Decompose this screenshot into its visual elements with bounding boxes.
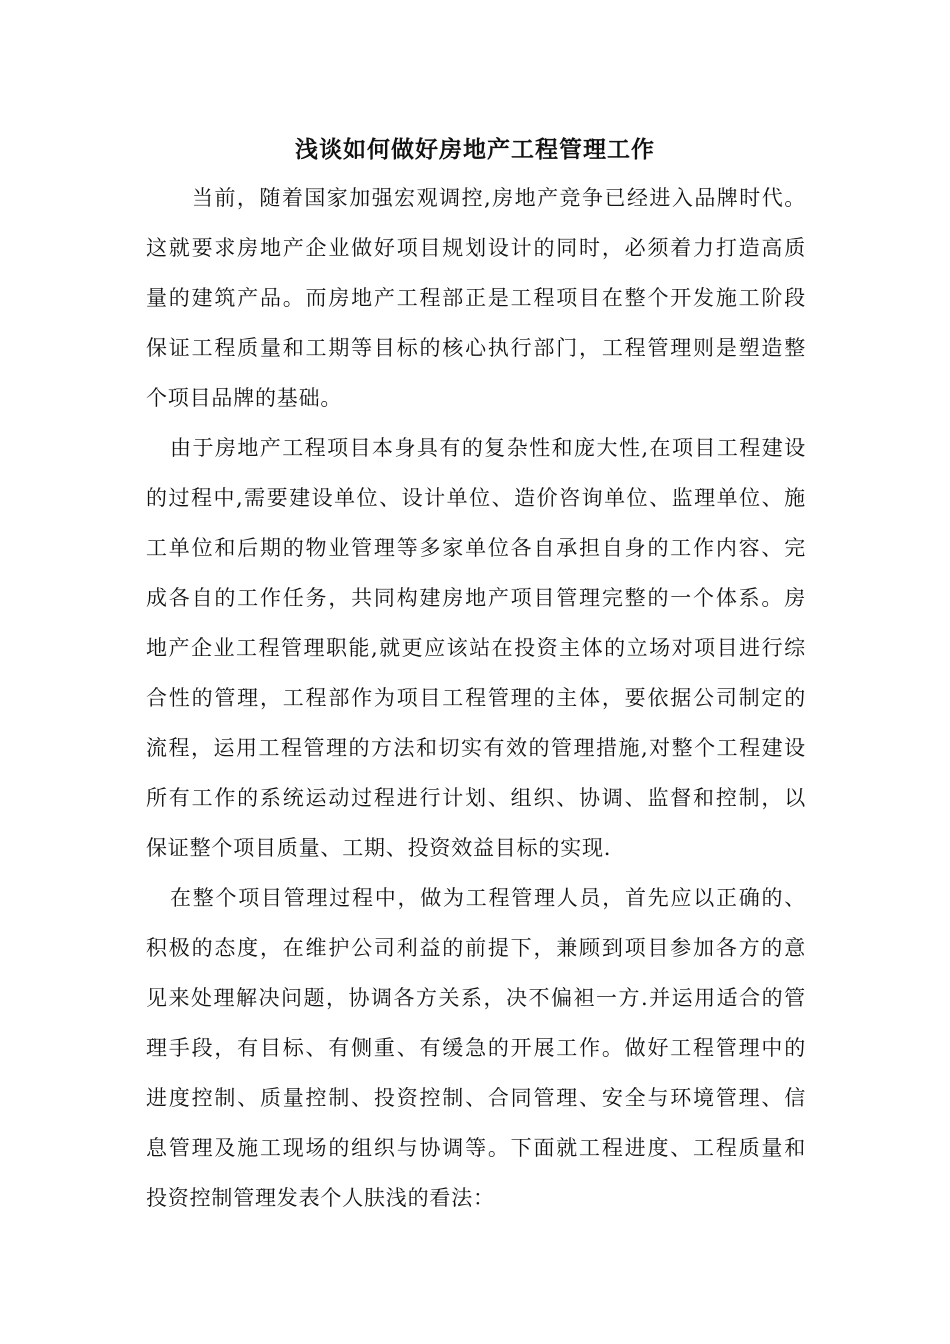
paragraph-2-line-9: 保证整个项目质量、工期、投资效益目标的实现. [146, 836, 612, 860]
paragraph-2-line-4: 成各自的工作任务，共同构建房地产项目管理完整的一个体系。房 [146, 586, 806, 610]
paragraph-2-line-6: 合性的管理，工程部作为项目工程管理的主体，要依据公司制定的 [146, 686, 806, 710]
paragraph-3-line-6: 息管理及施工现场的组织与协调等。下面就工程进度、工程质量和 [146, 1136, 806, 1160]
paragraph-2-line-5: 地产企业工程管理职能,就更应该站在投资主体的立场对项目进行综 [146, 636, 806, 660]
paragraph-3-line-3: 见来处理解决问题，协调各方关系，决不偏袒一方.并运用适合的管 [146, 986, 806, 1010]
paragraph-2-line-2: 的过程中,需要建设单位、设计单位、造价咨询单位、监理单位、施 [146, 486, 806, 510]
paragraph-2-line-8: 所有工作的系统运动过程进行计划、组织、协调、监督和控制，以 [146, 786, 806, 810]
paragraph-1-line-4: 保证工程质量和工期等目标的核心执行部门，工程管理则是塑造整 [146, 336, 806, 360]
paragraph-1-line-2: 这就要求房地产企业做好项目规划设计的同时，必须着力打造高质 [146, 236, 806, 260]
paragraph-2-line-3: 工单位和后期的物业管理等多家单位各自承担自身的工作内容、完 [146, 536, 806, 560]
paragraph-1-line-5: 个项目品牌的基础。 [146, 386, 343, 410]
paragraph-3-line-4: 理手段，有目标、有侧重、有缓急的开展工作。做好工程管理中的 [146, 1036, 806, 1060]
paragraph-3-line-7: 投资控制管理发表个人肤浅的看法： [146, 1186, 495, 1210]
paragraph-3-line-2: 积极的态度，在维护公司利益的前提下，兼顾到项目参加各方的意 [146, 936, 806, 960]
paragraph-2-line-1: 由于房地产工程项目本身具有的复杂性和庞大性,在项目工程建设 [170, 436, 806, 460]
paragraph-3-line-1: 在整个项目管理过程中，做为工程管理人员，首先应以正确的、 [170, 886, 806, 910]
paragraph-1-line-3: 量的建筑产品。而房地产工程部正是工程项目在整个开发施工阶段 [146, 286, 806, 310]
paragraph-1-line-1: 当前，随着国家加强宏观调控,房地产竞争已经进入品牌时代。 [192, 186, 806, 210]
paragraph-3-line-5: 进度控制、质量控制、投资控制、合同管理、安全与环境管理、信 [146, 1086, 806, 1110]
document-title: 浅谈如何做好房地产工程管理工作 [295, 136, 655, 163]
paragraph-2-line-7: 流程，运用工程管理的方法和切实有效的管理措施,对整个工程建设 [146, 736, 806, 760]
